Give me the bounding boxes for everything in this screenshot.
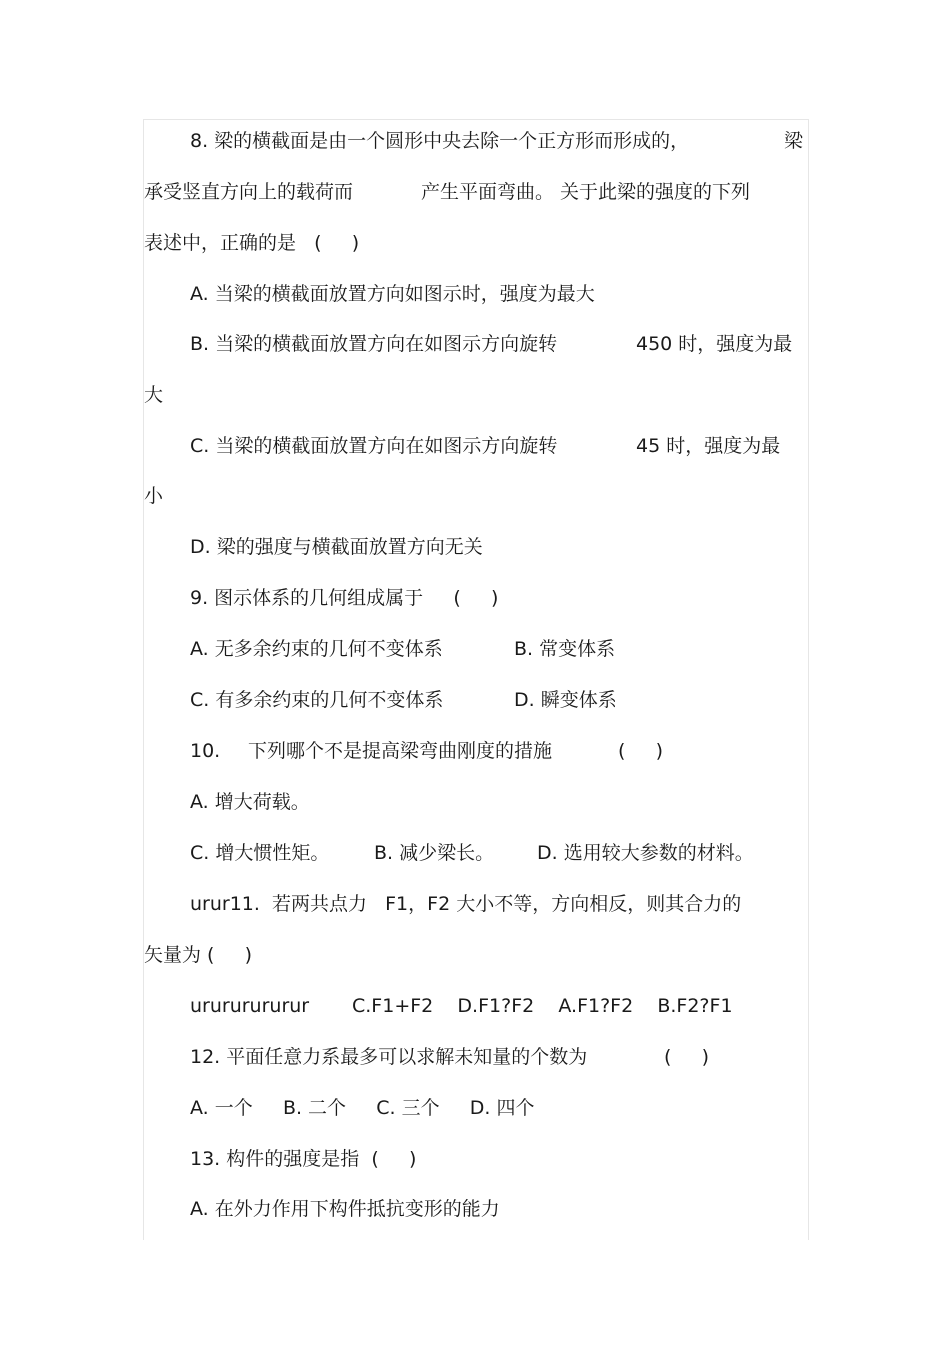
q10-number: 10.	[190, 740, 221, 762]
q8-line-2b: 产生平面弯曲。 关于此梁的强度的下列	[421, 181, 751, 203]
q9-option-a: A. 无多余约束的几何不变体系	[190, 638, 443, 660]
q8-line-1: 8. 梁的横截面是由一个圆形中央去除一个正方形而形成的，	[190, 130, 690, 152]
q11-vector-marks: urururururur	[190, 995, 310, 1017]
q12-stem: 12. 平面任意力系最多可以求解未知量的个数为	[190, 1046, 588, 1068]
q10-option-b: B. 减少梁长。	[374, 842, 495, 864]
q8-option-b-cont: 450 时，强度为最	[636, 333, 793, 355]
q11-stem: urur11. 若两共点力 F1，F2 大小不等，方向相反，则其合力的	[190, 893, 742, 915]
q9-option-c: C. 有多余约束的几何不变体系	[190, 689, 444, 711]
q8-option-c-wrap: 小	[144, 485, 164, 507]
q10-option-a: A. 增大荷载。	[190, 791, 310, 813]
q13-stem: 13. 构件的强度是指 ( )	[190, 1148, 417, 1170]
q8-option-c-cont: 45 时，强度为最	[636, 435, 781, 457]
q12-options: A. 一个 B. 二个 C. 三个 D. 四个	[190, 1097, 535, 1119]
q9-option-d: D. 瞬变体系	[514, 689, 617, 711]
q9-option-b: B. 常变体系	[514, 638, 616, 660]
q8-option-b: B. 当梁的横截面放置方向在如图示方向旋转	[190, 333, 558, 355]
q10-option-d: D. 选用较大参数的材料。	[537, 842, 754, 864]
q9-stem: 9. 图示体系的几何组成属于 ( )	[190, 587, 499, 609]
q13-option-a: A. 在外力作用下构件抵抗变形的能力	[190, 1198, 500, 1220]
q8-line-2a: 承受竖直方向上的载荷而	[144, 181, 354, 203]
q10-option-c: C. 增大惯性矩。	[190, 842, 330, 864]
q10-stem: 下列哪个不是提高梁弯曲刚度的措施	[248, 740, 553, 762]
q12-paren: ( )	[664, 1046, 710, 1068]
q8-option-d: D. 梁的强度与横截面放置方向无关	[190, 536, 483, 558]
q8-line-3: 表述中，正确的是 ( )	[144, 232, 360, 254]
q8-option-b-wrap: 大	[144, 384, 164, 406]
q8-option-c: C. 当梁的横截面放置方向在如图示方向旋转	[190, 435, 558, 457]
q11-options: C.F1+F2 D.F1?F2 A.F1?F2 B.F2?F1	[352, 995, 733, 1017]
q8-line-1-end: 梁	[784, 130, 804, 152]
q8-option-a: A. 当梁的横截面放置方向如图示时，强度为最大	[190, 283, 595, 305]
q11-stem-wrap: 矢量为 ( )	[144, 944, 253, 966]
q10-paren: ( )	[618, 740, 664, 762]
